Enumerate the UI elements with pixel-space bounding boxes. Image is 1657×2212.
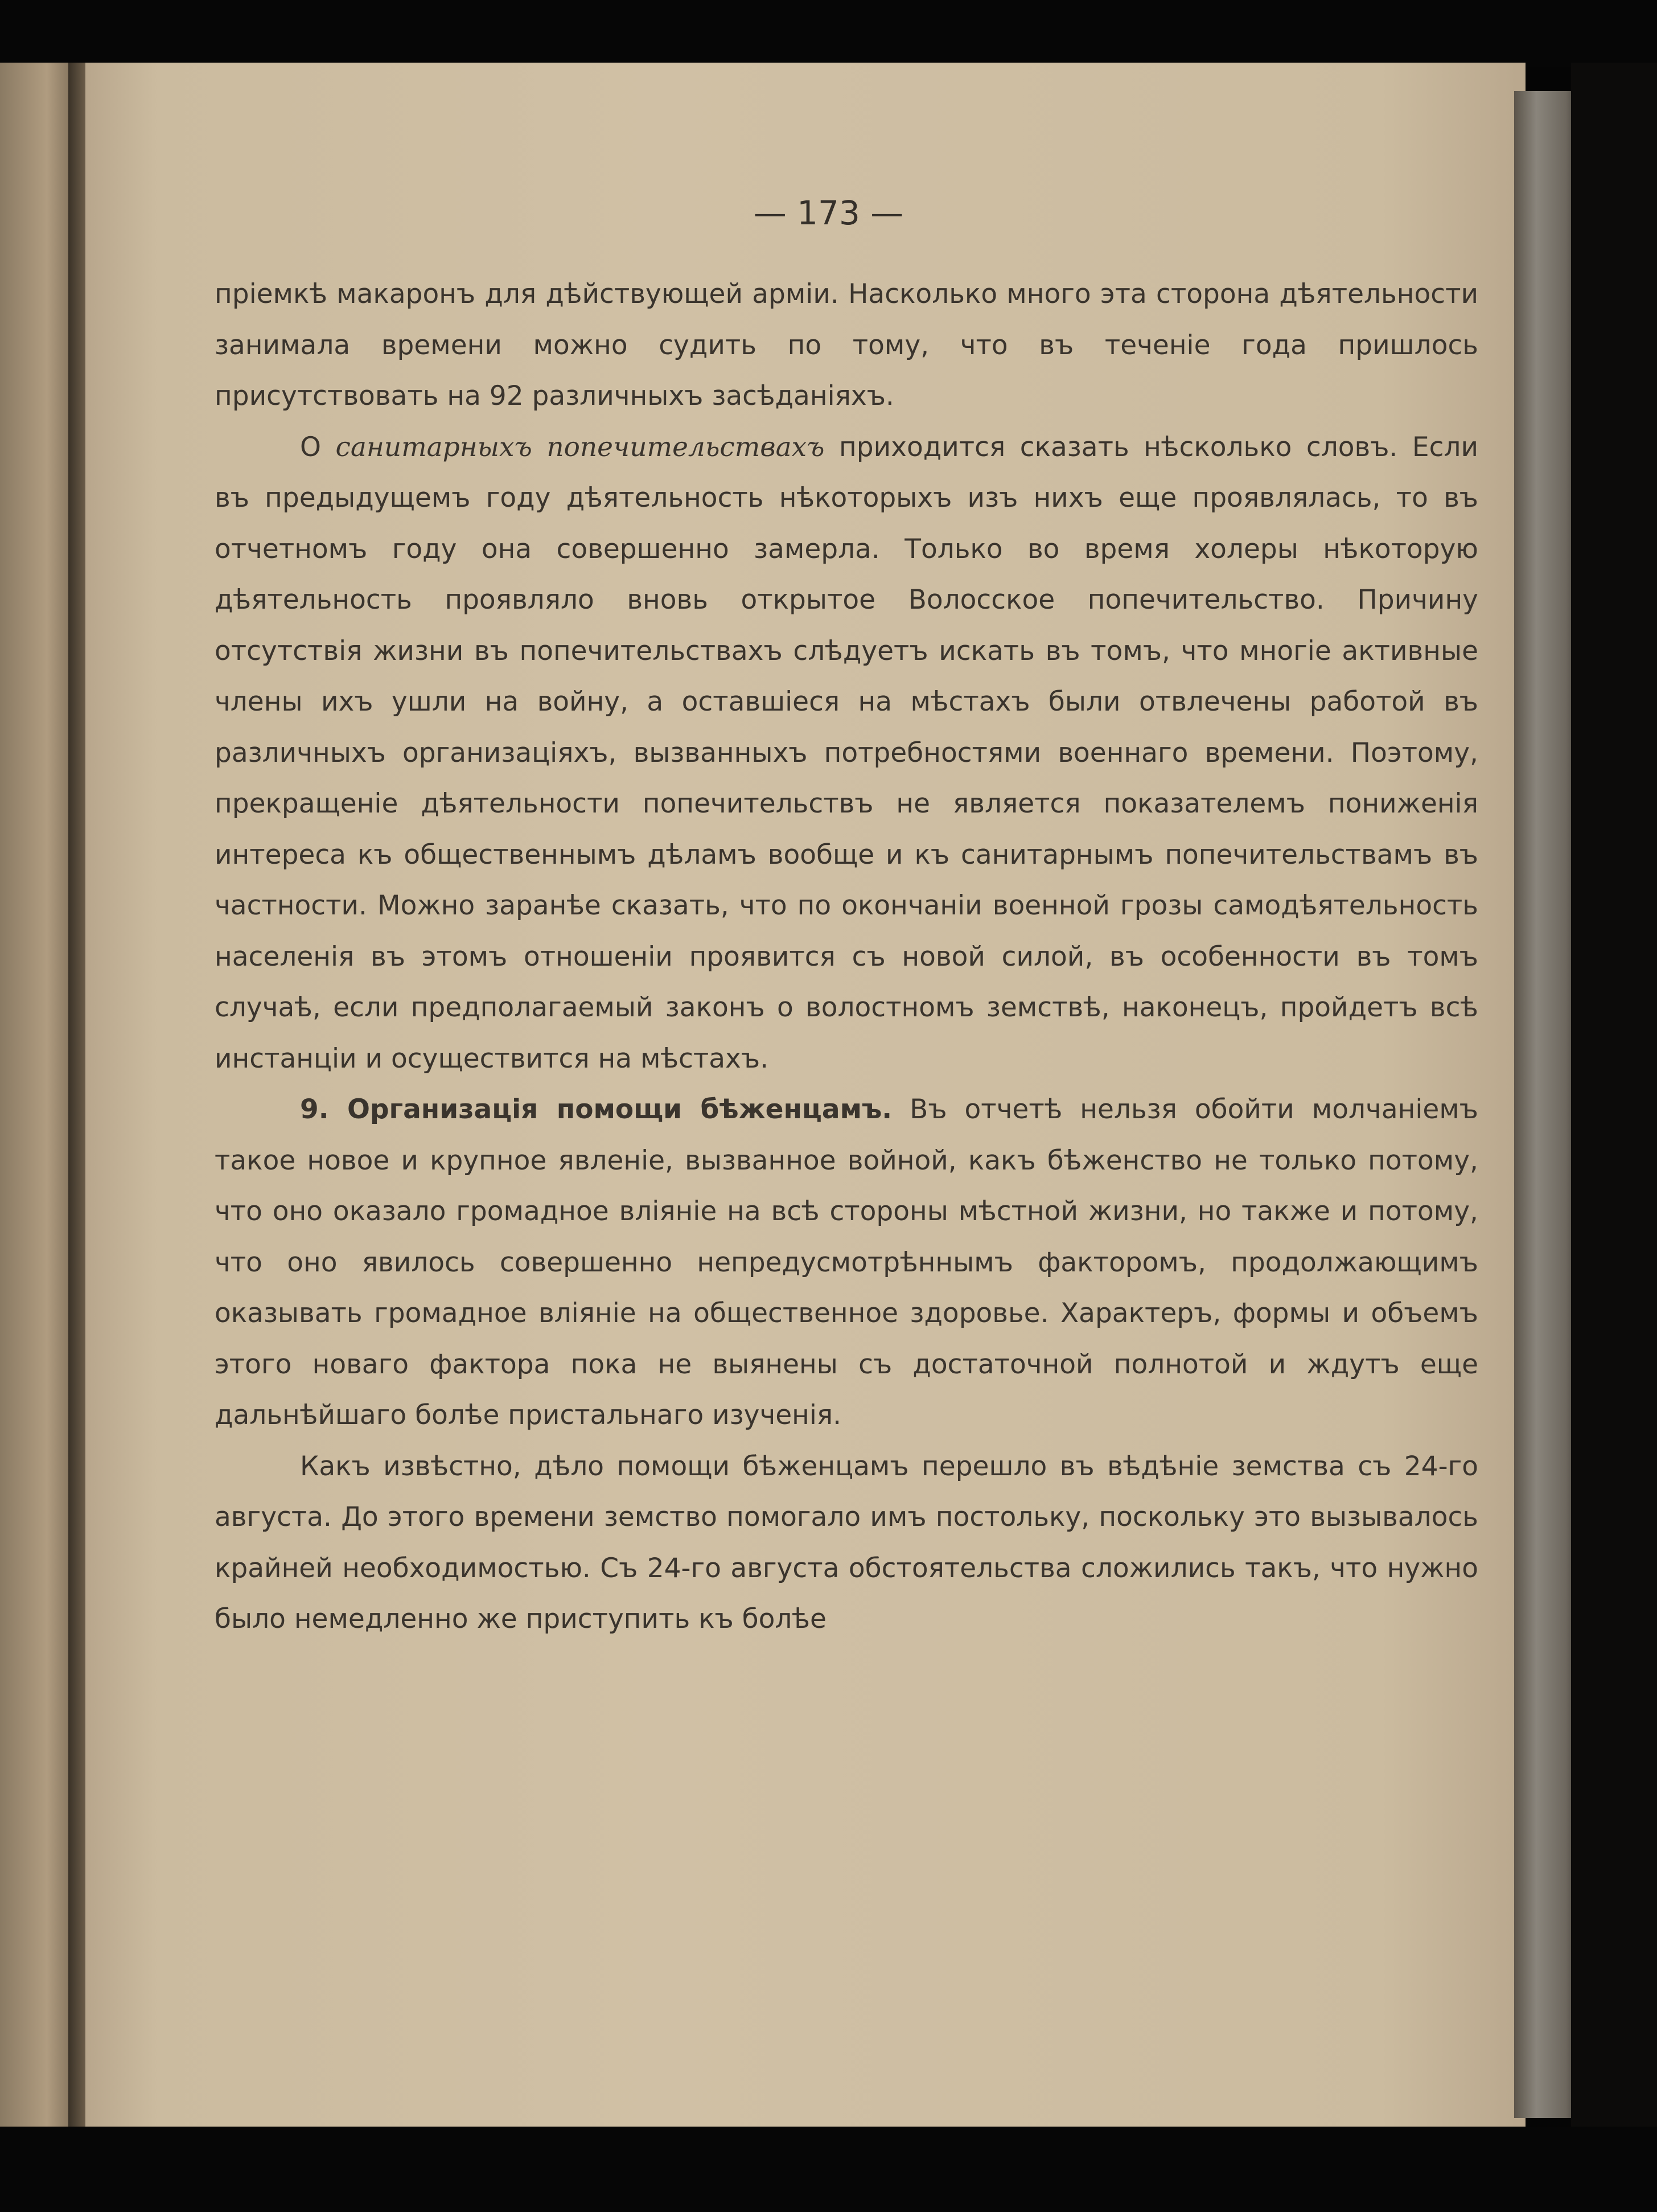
page-number: — 173 — bbox=[753, 194, 904, 232]
paragraph-1-text: пріемкѣ макаронъ для дѣйствующей арміи. Насколько много эта сторона дѣятельности занимала времени можно судить по тому, что въ теченіе года пришлось присутствовать на 92 различныхъ засѣданіяхъ. bbox=[215, 278, 1478, 412]
section-heading: 9. Организація помощи бѣженцамъ. bbox=[300, 1094, 893, 1125]
paragraph-3 bbox=[215, 1084, 1478, 1441]
paragraph-2-text: приходится сказать нѣсколько словъ. Если въ предыдущемъ году дѣятельность нѣкоторыхъ изъ нихъ еще проявлялась, то въ отчетномъ году она совершенно замерла. Только во время холеры нѣкоторую дѣятельность проявляло вновь открытое Волосское попечительство. Причину отсутствія жизни въ попечительствахъ слѣдуетъ искать въ томъ, что многіе активные члены ихъ ушли на войну, а оставшіеся на мѣстахъ были отвлечены работой въ различныхъ организаціяхъ, вызванныхъ потребностями военнаго времени. Поэтому, прекращеніе дѣятельности попечительствъ не является показателемъ пониженія интереса къ общественнымъ дѣламъ вообще и къ санитарнымъ попечительствамъ въ частности. Можно заранѣе сказать, что по окончаніи военной грозы самодѣятельность населенія въ этомъ отношеніи проявится съ новой силой, въ особенности въ томъ случаѣ, если предполагаемый законъ о волостномъ земствѣ, наконецъ, пройдетъ всѣ инстанціи и осуществится на мѣстахъ. bbox=[215, 431, 1478, 1074]
paragraph-2-emphasis: санитарныхъ попечительствахъ bbox=[335, 431, 825, 463]
scan-background-right bbox=[1571, 63, 1657, 2135]
paragraph-2 bbox=[215, 422, 1478, 1085]
page-body-text bbox=[215, 269, 1478, 1645]
paragraph-2-lead: О bbox=[300, 431, 336, 463]
paragraph-4-text: Какъ извѣстно, дѣло помощи бѣженцамъ перешло въ вѣдѣніе земства съ 24-го августа. До этого времени земство помогало имъ постольку, поскольку это вызывалось крайней необходимостью. Съ 24-го августа обстоятельства сложились такъ, что нужно было немедленно же приступить къ болѣе bbox=[215, 1450, 1478, 1635]
paragraph-4 bbox=[215, 1441, 1478, 1645]
scan-background-top bbox=[0, 0, 1657, 67]
paragraph-1 bbox=[215, 269, 1478, 422]
scan-background-bottom bbox=[0, 2127, 1657, 2212]
paragraph-3-text: Въ отчетѣ нельзя обойти молчаніемъ такое новое и крупное явленіе, вызванное войной, какъ бѣженство не только потому, что оно оказало громадное вліяніе на всѣ стороны мѣстной жизни, но также и потому, что оно явилось совершенно непредусмотрѣннымъ факторомъ, продолжающимъ оказывать громадное вліяніе на общественное здоровье. Характеръ, формы и объемъ этого новаго фактора пока не выянены съ достаточной полнотой и ждутъ еще дальнѣйшаго болѣе пристальнаго изученія. bbox=[215, 1094, 1478, 1431]
